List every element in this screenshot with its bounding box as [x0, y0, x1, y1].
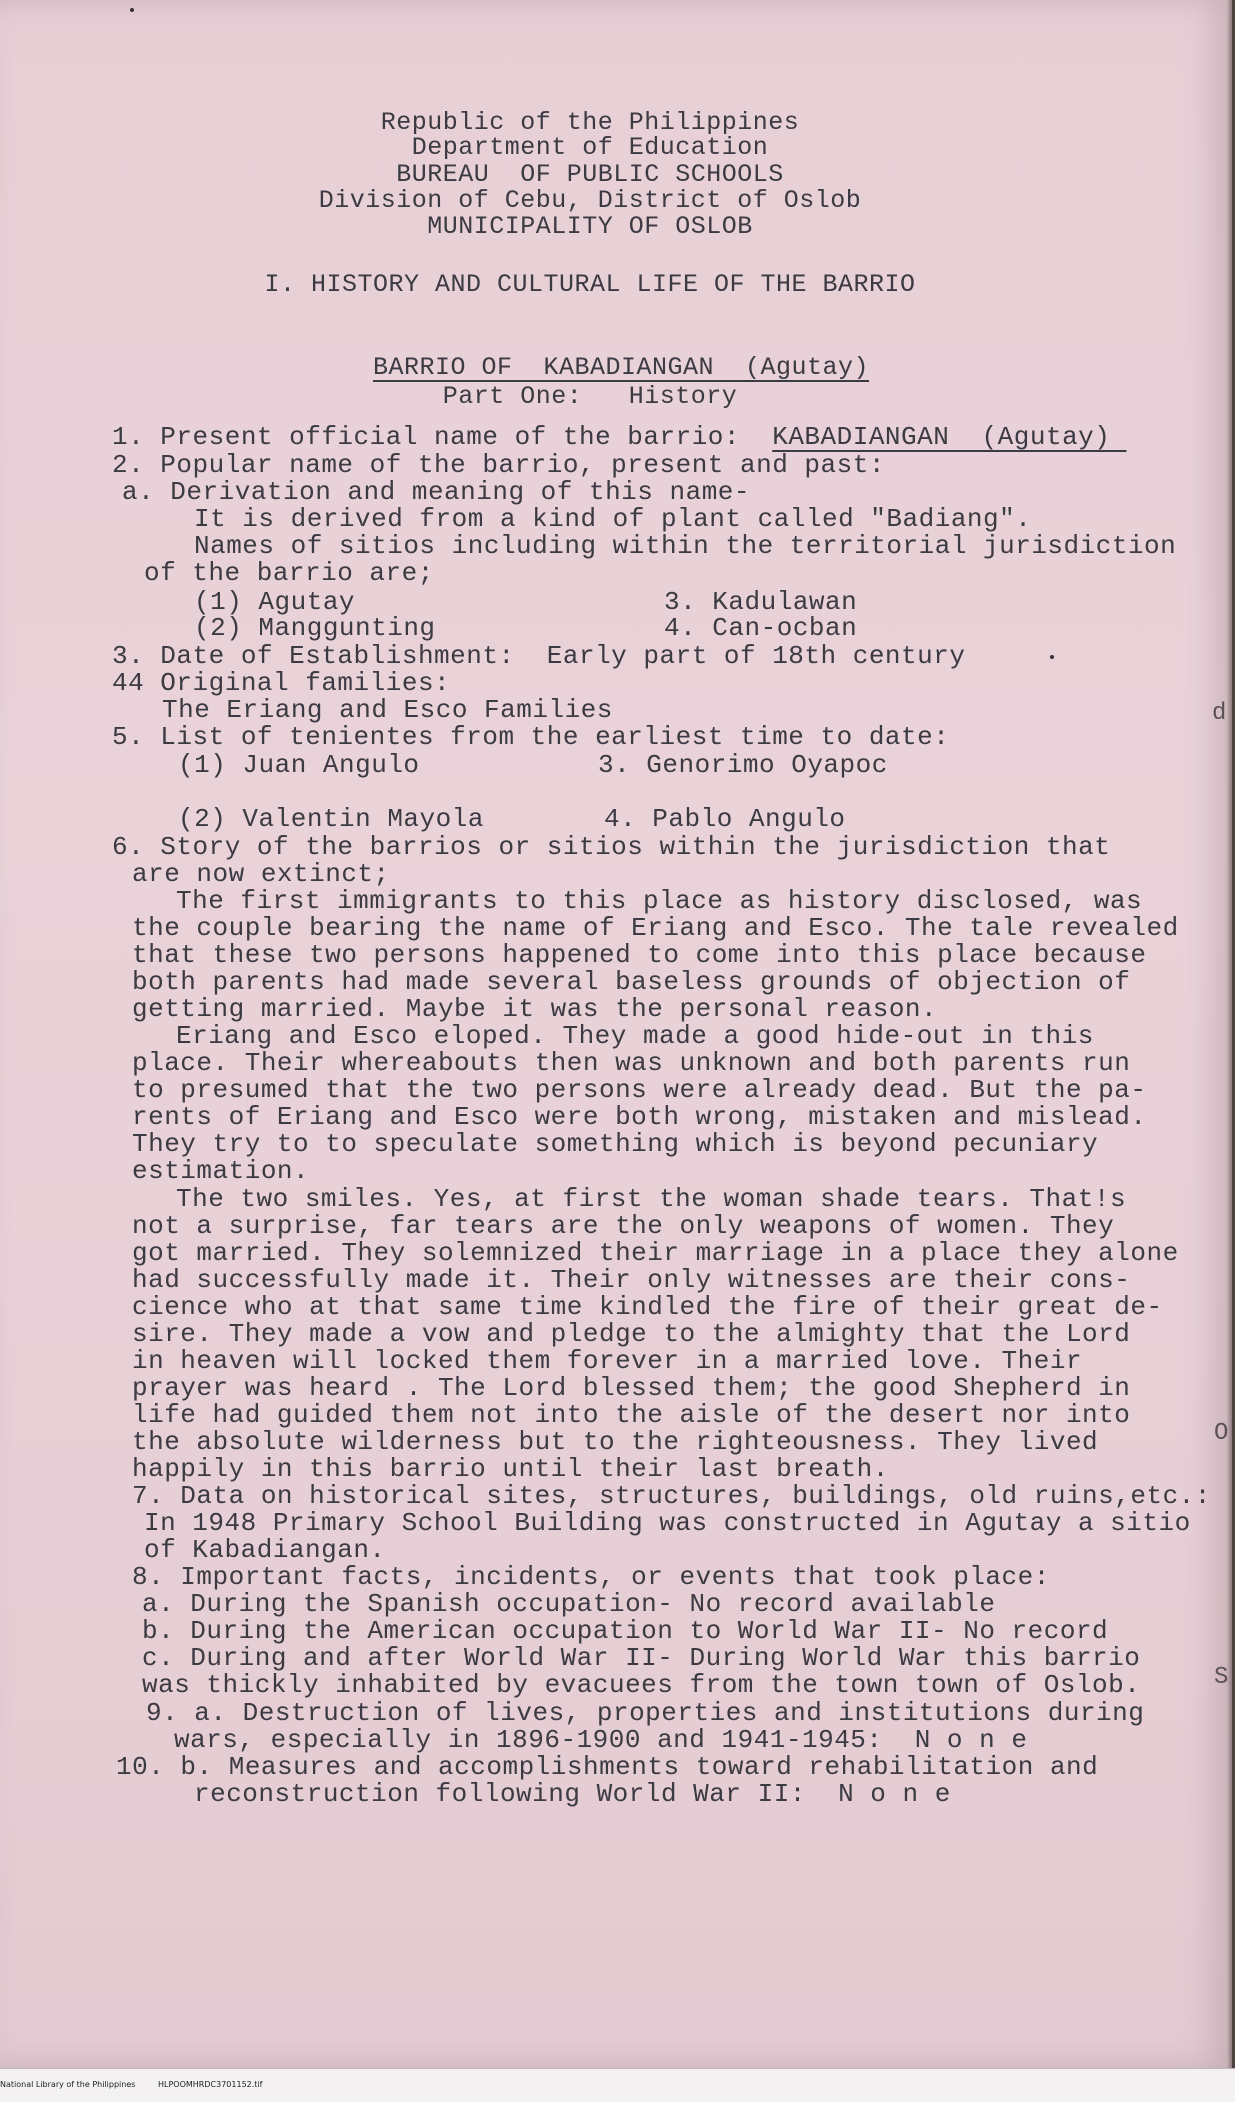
ink-speck: [130, 8, 134, 12]
sitios-intro-cont: of the barrio are;: [144, 558, 434, 588]
margin-char-o: O: [1214, 1420, 1229, 1447]
section-title: I. HISTORY AND CULTURAL LIFE OF THE BARRIO: [264, 270, 916, 299]
margin-char-d: d: [1212, 700, 1227, 727]
scan-footer: [0, 2068, 1235, 2102]
sitio-4: 4. Can-ocban: [664, 613, 858, 643]
item-6-cont: are now extinct;: [132, 859, 390, 889]
footer-library: National Library of the Philippines: [0, 2080, 136, 2089]
story-line-11: estimation.: [132, 1156, 310, 1186]
header-bureau: BUREAU OF PUBLIC SCHOOLS: [396, 160, 784, 189]
story-line-19: prayer was heard . The Lord blessed them; the good Shepherd in: [132, 1373, 1131, 1403]
part-title: Part One: History: [442, 382, 738, 411]
derivation-text: It is derived from a kind of plant called "Badiang".: [194, 504, 1032, 534]
item-1: [112, 422, 1126, 452]
item-7-text: In 1948 Primary School Building was constructed in Agutay a sitio: [144, 1508, 1191, 1538]
story-line-17: sire. They made a vow and pledge to the almighty that the Lord: [132, 1319, 1131, 1349]
official-name: KABADIANGAN (Agutay): [772, 422, 1127, 452]
story-line-20: life had guided them not into the aisle of the desert nor into: [132, 1400, 1131, 1430]
item-9a-cont: wars, especially in 1896-1900 and 1941-1945: N o n e: [174, 1725, 1028, 1755]
header-division: Division of Cebu, District of Oslob: [318, 186, 862, 215]
story-line-8: to presumed that the two persons were already dead. But the pa-: [132, 1075, 1147, 1105]
barrio-title: BARRIO OF KABADIANGAN (Agutay): [372, 353, 870, 382]
story-line-14: got married. They solemnized their marriage in a place they alone: [132, 1238, 1179, 1268]
story-line-4: both parents had made several baseless grounds of objection of: [132, 967, 1131, 997]
story-line-6: Eriang and Esco eloped. They made a good hide-out in this: [176, 1021, 1094, 1051]
story-line-5: getting married. Maybe it was the personal reason.: [132, 994, 938, 1024]
story-line-10: They try to to speculate something which is beyond pecuniary: [132, 1129, 1099, 1159]
story-line-21: the absolute wilderness but to the righteousness. They lived: [132, 1427, 1099, 1457]
item-8a: a. During the Spanish occupation- No record available: [142, 1589, 996, 1619]
margin-char-s: S: [1214, 1664, 1229, 1691]
story-line-1: The first immigrants to this place as history disclosed, was: [176, 886, 1143, 916]
item-10b-cont: reconstruction following World War II: N o n e: [194, 1779, 951, 1809]
item-4: 44 Original families:: [112, 668, 451, 698]
story-line-16: cience who at that same time kindled the fire of their great de-: [132, 1292, 1163, 1322]
item-7: 7. Data on historical sites, structures, buildings, old ruins,etc.:: [132, 1481, 1211, 1511]
story-line-7: place. Their whereabouts then was unknown and both parents run: [132, 1048, 1131, 1078]
item-2a: a. Derivation and meaning of this name-: [122, 477, 750, 507]
sitios-intro: Names of sitios including within the territorial jurisdiction: [194, 531, 1177, 561]
item-9a: 9. a. Destruction of lives, properties and institutions during: [146, 1698, 1145, 1728]
story-line-3: that these two persons happened to come into this place because: [132, 940, 1147, 970]
story-line-18: in heaven will locked them forever in a married love. Their: [132, 1346, 1083, 1376]
story-line-13: not a surprise, far tears are the only weapons of women. They: [132, 1211, 1115, 1241]
sitio-3: 3. Kadulawan: [664, 587, 858, 617]
item-8: 8. Important facts, incidents, or events that took place:: [132, 1562, 1050, 1592]
header-municipality: MUNICIPALITY OF OSLOB: [427, 212, 753, 241]
page-edge: [1226, 0, 1232, 2068]
item-8c: c. During and after World War II- During World War this barrio: [142, 1643, 1141, 1673]
item-6: 6. Story of the barrios or sitios within the jurisdiction that: [112, 832, 1111, 862]
story-line-15: had successfully made it. Their only witnesses are their cons-: [132, 1265, 1131, 1295]
story-line-22: happily in this barrio until their last breath.: [132, 1454, 889, 1484]
item-7-text-cont: of Kabadiangan.: [144, 1535, 386, 1565]
teniente-4: 4. Pablo Angulo: [604, 804, 846, 834]
sitio-2: (2) Manggunting: [194, 613, 436, 643]
item-8c-cont: was thickly inhabited by evacuees from the town town of Oslob.: [142, 1670, 1141, 1700]
item-10b: 10. b. Measures and accomplishments toward rehabilitation and: [116, 1752, 1099, 1782]
ink-speck: [1050, 655, 1054, 659]
teniente-1: (1) Juan Angulo: [178, 750, 420, 780]
item-8b: b. During the American occupation to World War II- No record: [142, 1616, 1109, 1646]
story-line-12: The two smiles. Yes, at first the woman shade tears. That!s: [176, 1184, 1127, 1214]
header-republic: Republic of the Philippines: [380, 108, 800, 137]
item-2: 2. Popular name of the barrio, present and past:: [112, 450, 885, 480]
original-families: The Eriang and Esco Families: [162, 695, 613, 725]
header-department: Department of Education: [411, 133, 769, 162]
teniente-2: (2) Valentin Mayola: [178, 804, 484, 834]
sitio-1: (1) Agutay: [194, 587, 356, 617]
story-line-2: the couple bearing the name of Eriang and Esco. The tale revealed: [132, 913, 1179, 943]
story-line-9: rents of Eriang and Esco were both wrong, mistaken and mislead.: [132, 1102, 1147, 1132]
item-1-label: 1. Present official name of the barrio:: [112, 422, 773, 452]
item-5: 5. List of tenientes from the earliest time to date:: [112, 722, 950, 752]
item-3: 3. Date of Establishment: Early part of 18th century: [112, 641, 966, 671]
teniente-3: 3. Genorimo Oyapoc: [598, 750, 888, 780]
footer-file: HLPOOMHRDC3701152.tif: [158, 2080, 263, 2089]
